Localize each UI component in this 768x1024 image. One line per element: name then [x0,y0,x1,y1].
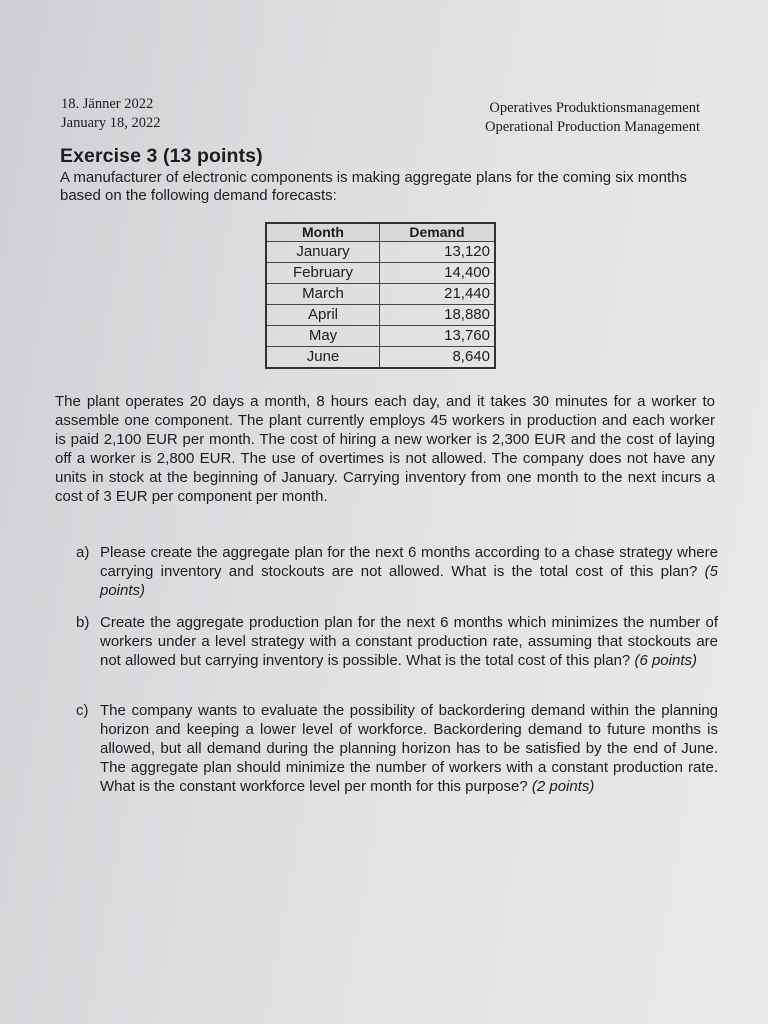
course-title [485,99,700,137]
month-cell: January [266,242,380,263]
column-header-month: Month [266,223,380,242]
question-a [76,543,718,600]
table-row [266,347,495,369]
exam-date [61,95,160,133]
question-text: Create the aggregate production plan for the next 6 months which minimizes the number of workers under a level strategy with a constant production rate, assuming that stockouts are not allowed but carrying inventory is possible. What is the total cost of this plan? [100,614,718,669]
table-row [266,263,495,284]
question-text: The company wants to evaluate the possibility of backordering demand within the planning horizon and keeping a lower level of workforce. Backordering demand to future months is allowed, but all demand during the planning horizon has to be satisfied by the end of June. The aggregate plan should minimize the number of workers with a constant production rate. What is the constant workforce level per month for this purpose? [100,702,718,795]
question-label: a) [76,544,90,561]
month-cell: June [266,347,380,369]
demand-cell: 18,880 [380,305,496,326]
month-cell: April [266,305,380,326]
question-text: Please create the aggregate plan for the next 6 months according to a chase strategy where carrying inventory and stockouts are not allowed. What is the total cost of this plan? [100,544,718,580]
table-header-row [266,223,495,242]
month-cell: February [266,263,380,284]
demand-cell: 13,120 [380,242,496,263]
demand-cell: 8,640 [380,347,496,369]
question-points: (6 points) [634,652,697,669]
month-cell: March [266,284,380,305]
exercise-title: Exercise 3 (13 points) [60,145,263,167]
question-points: (5 points) [100,563,718,599]
demand-cell: 21,440 [380,284,496,305]
question-c [76,701,718,796]
question-body [100,701,718,796]
table-row [266,242,495,263]
course-title-german: Operatives Produktionsmanagement [489,100,700,116]
question-body [100,613,718,670]
date-english: January 18, 2022 [61,115,161,131]
month-cell: May [266,326,380,347]
table-row [266,305,495,326]
exercise-intro: A manufacturer of electronic components is making aggregate plans for the coming six months based on the following demand forecasts: [60,169,687,204]
question-label: c) [76,702,89,719]
table-row [266,284,495,305]
course-title-english: Operational Production Management [484,119,700,135]
question-points: (2 points) [531,778,595,795]
column-header-demand: Demand [380,223,496,242]
demand-cell: 14,400 [380,263,496,284]
demand-forecast-table [265,222,496,369]
table-row [266,326,495,347]
question-body [100,543,718,600]
question-label: b) [76,614,90,631]
date-german: 18. Jänner 2022 [61,96,154,112]
demand-cell: 13,760 [380,326,496,347]
problem-description: The plant operates 20 days a month, 8 hours each day, and it takes 30 minutes for a worker to assemble one component. The plant currently employs 45 workers in production and each worker is paid 2,100 EUR per month. The cost of hiring a new worker is 2,300 EUR and the cost of laying off a worker is 2,800 EUR. The use of overtimes is not allowed. The company does not have any units in stock at the beginning of January. Carrying inventory from one month to the next incurs a cost of 3 EUR per component per month. [55,393,715,505]
question-b [76,613,718,670]
